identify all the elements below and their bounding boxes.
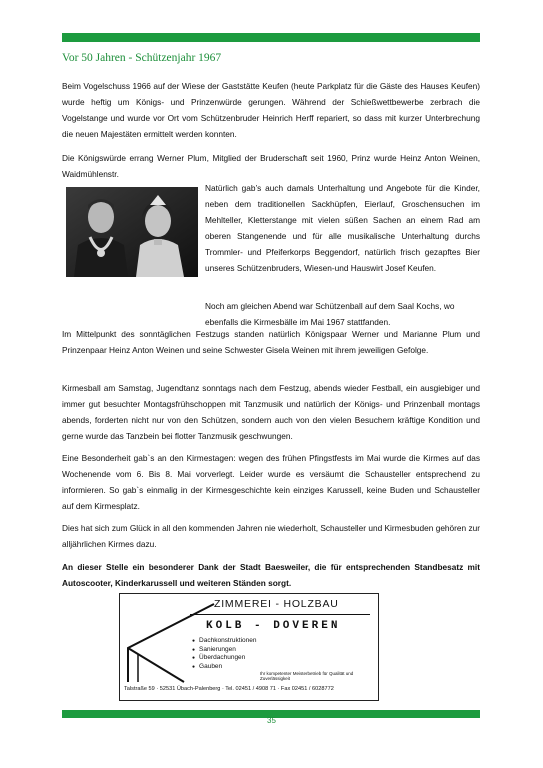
page-title: Vor 50 Jahren - Schützenjahr 1967 [62,52,222,64]
paragraph-9-thanks: An dieser Stelle ein besonderer Dank der Stadt Baesweiler, die für entsprechenden Standbesatz mit Autoscooter, Kinderkarussell und weiteren Ständen sorgt. [62,562,480,588]
paragraph-1: Beim Vogelschuss 1966 auf der Wiese der Gaststätte Keufen (heute Parkplatz für die Gäste des Hauses Keufen) wurde heftig um Königs- und Prinzenwürde gerungen. Während der Schießwettbewerbe zerbrach die Vogelstange und wurde vor Ort vom Schützenbruder Heinrich Herff repariert, so dass mit kurzer Unterbrechung die neuen Majestäten ermittelt werden konnten. [62,81,480,139]
ad-services-list [192,637,256,671]
ad-divider [190,614,370,615]
top-rule [62,33,480,42]
royal-couple-photo [66,187,198,277]
page-number: 35 [267,716,276,725]
ad-service-item: ● Dachkonstruktionen [192,637,256,646]
paragraph-5: Im Mittelpunkt des sonntäglichen Festzugs standen natürlich Königspaar Werner und Marianne Plum und Prinzenpaar Heinz Anton Weinen und seine Schwester Gisela Weinen mit ihrem jeweiligen Gefolge. [62,329,480,355]
ad-tagline: Ihr kompetenter Meisterbetrieb für Qualität und Zuverlässigkeit [260,671,354,681]
paragraph-7: Eine Besonderheit gab`s an den Kirmestagen: wegen des frühen Pfingstfests im Mai wurde die Kirmes auf das Wochenende vom 6. Bis 8. Mai vorverlegt. Leider wurde es versäumt die Schausteller entsprechend zu informieren. So gab`s einmalig in der Kirmesgeschichte kein einziges Karussell, keine Buden und Schausteller auf dem Kirmesplatz. [62,453,480,511]
paragraph-3: Natürlich gab’s auch damals Unterhaltung und Angebote für die Kinder, neben dem traditionellen Sackhüpfen, Eierlauf, Groschensuchen im Mehlteller, Kletterstange mit vielen süßen Sachen an einem Rad am oberen Stangenende und für alle musikalische Unterhaltung durchs Trommler- und Pfeiferkorps Beggendorf, natürlich frisch gezapftes Bier unseres Schützenbruders, Wiesen-und Hauswirt Josef Keufen. [205,183,480,273]
ad-contact: Talstraße 59 · 52531 Übach-Palenberg · Tel. 02451 / 4908 71 · Fax 02451 / 6028772 [124,686,334,692]
ad-heading: ZIMMEREI - HOLZBAU [214,598,339,610]
paragraph-4: Noch am gleichen Abend war Schützenball auf dem Saal Kochs, wo ebenfalls die Kirmesbälle im Mai 1967 stattfanden. [205,301,455,327]
ad-service-item: ● Überdachungen [192,654,256,663]
ad-service-item: ● Sanierungen [192,646,256,655]
paragraph-8: Dies hat sich zum Glück in all den kommenden Jahren nie wiederholt, Schausteller und Kirmesbuden gehören zur alljährlichen Kirmes dazu. [62,523,480,549]
ad-service-item: ● Gauben [192,663,256,672]
paragraph-6: Kirmesball am Samstag, Jugendtanz sonntags nach dem Festzug, abends wieder Festball, ein ausgiebiger und immer gut besuchter Montagsfrühschoppen mit Tanzmusik und natürlich der Königs- und Prinzenball montags abends, forderten nicht nur von den Schützen, sondern auch von den vielen Besuchern kräftige Kondition und gerne wurde das Tanzbein bei flotter Tanzmusik geschwungen. [62,383,480,441]
paragraph-2: Die Königswürde errang Werner Plum, Mitglied der Bruderschaft seit 1960, Prinz wurde Heinz Anton Weinen, Waidmühlenstr. [62,153,480,179]
advertisement [119,593,379,701]
ad-company-name: KOLB - DOVEREN [206,620,341,632]
